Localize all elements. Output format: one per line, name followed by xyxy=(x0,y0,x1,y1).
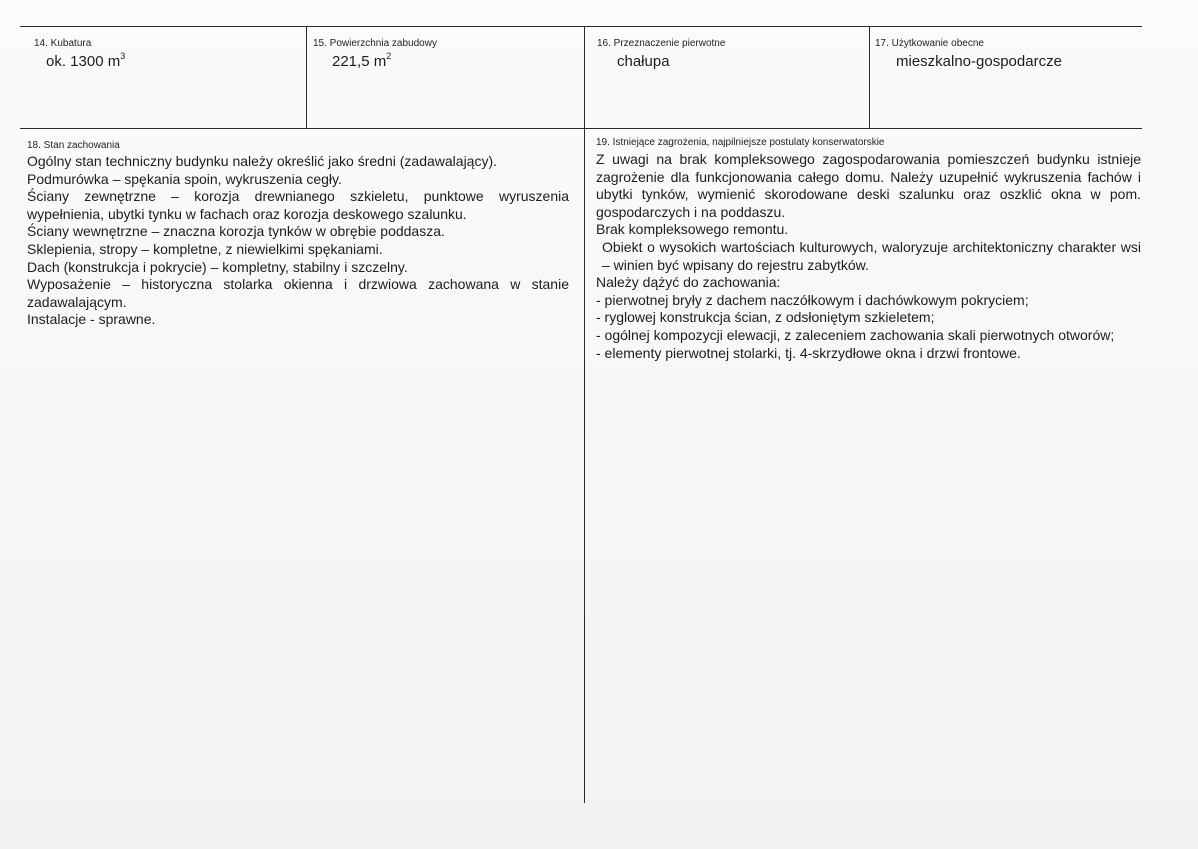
recommendation-item: - ogólnej kompozycji elewacji, z zaleceniem zachowania skali pierwotnych otworów; xyxy=(596,326,1115,343)
field-16-label: 16. Przeznaczenie pierwotne xyxy=(597,38,726,49)
field-14-label: 14. Kubatura xyxy=(34,38,92,49)
row-divider xyxy=(20,128,1142,129)
recommendation-item: - pierwotnej bryły z dachem naczółkowym i dachówkowym pokryciem; xyxy=(596,291,1029,308)
threats-paragraph: Należy dążyć do zachowania: xyxy=(596,274,781,291)
field-17-value: mieszkalno-gospodarcze xyxy=(896,53,1062,70)
threats-paragraph: Z uwagi na brak kompleksowego zagospodarowania pomieszczeń budynku istnieje zagrożenie dla funkcjonowania całego domu. Należy uzupełnić wykruszenia fachów i ubytki tynków, wymienić skorodowane deski szalunku oraz oszklić okna w pom. gospodarczych i na poddaszu. xyxy=(596,151,1141,220)
section-19-label: 19. Istniejące zagrożenia, najpilniejsze postulaty konserwatorskie xyxy=(596,137,885,148)
column-divider-3 xyxy=(869,26,870,129)
field-15-label: 15. Powierzchnia zabudowy xyxy=(313,38,437,49)
condition-line: Sklepienia, stropy – kompletne, z niewielkimi spękaniami. xyxy=(27,240,383,257)
condition-line: Wyposażenie – historyczna stolarka okienna i drzwiowa zachowana w stanie zadawalającym. xyxy=(27,276,569,310)
field-14-value xyxy=(46,53,125,71)
field-14-value-unit-exponent: 3 xyxy=(120,51,126,61)
field-14-value-text: ok. 1300 m xyxy=(46,53,121,70)
section-18-label: 18. Stan zachowania xyxy=(27,140,120,151)
column-divider-1 xyxy=(306,26,307,129)
recommendation-item: - elementy pierwotnej stolarki, tj. 4-skrzydłowe okna i drzwi frontowe. xyxy=(596,344,1021,361)
condition-line: Dach (konstrukcja i pokrycie) – kompletny, stabilny i szczelny. xyxy=(27,258,408,275)
section-19-body xyxy=(596,151,1141,362)
field-15-value xyxy=(332,53,391,71)
threats-paragraph: Brak kompleksowego remontu. xyxy=(596,221,789,238)
threats-paragraph: Obiekt o wysokich wartościach kulturowych, waloryzuje architektoniczny charakter wsi – winien być wpisany do rejestru zabytków. xyxy=(602,238,1141,273)
column-divider-center xyxy=(584,26,585,803)
top-border xyxy=(20,26,1142,27)
condition-line: Ściany wewnętrzne – znaczna korozja tynków w obrębie poddasza. xyxy=(27,223,445,240)
recommendation-item: - ryglowej konstrukcja ścian, z odsłoniętym szkieletem; xyxy=(596,309,935,326)
field-17-label: 17. Użytkowanie obecne xyxy=(875,38,984,49)
field-15-value-text: 221,5 m xyxy=(332,53,387,70)
field-16-value: chałupa xyxy=(617,53,670,70)
condition-line: Ogólny stan techniczny budynku należy określić jako średni (zadawalający). xyxy=(27,153,498,169)
condition-line: Instalacje - sprawne. xyxy=(27,311,156,328)
field-15-value-unit-exponent: 2 xyxy=(386,51,392,61)
condition-line: Ściany zewnętrzne – korozja drewnianego szkieletu, punktowe wyruszenia wypełnienia, ubytki tynku w fachach oraz korozja deskowego szalunku. xyxy=(27,188,569,222)
condition-line: Podmurówka – spękania spoin, wykruszenia cegły. xyxy=(27,170,342,187)
section-18-body xyxy=(27,153,569,329)
